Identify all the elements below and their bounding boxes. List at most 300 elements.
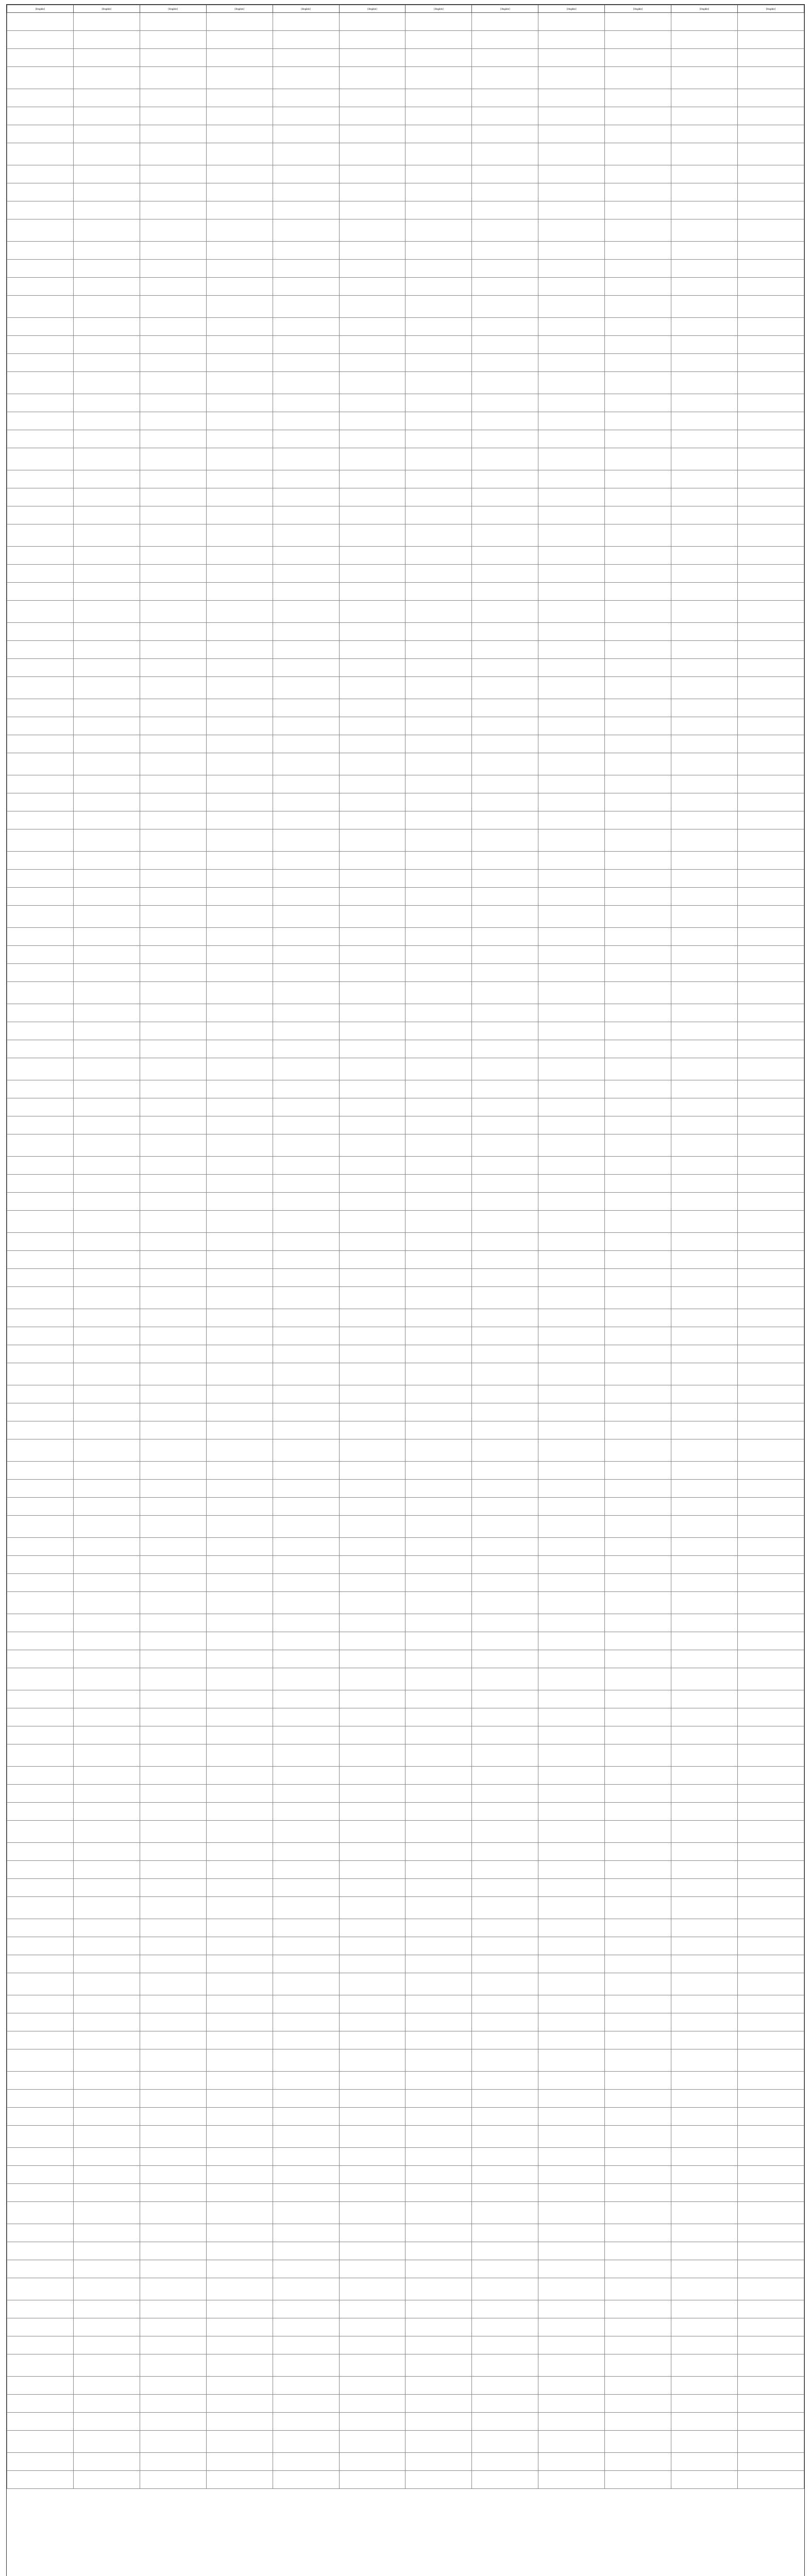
- table-cell: [273, 1973, 339, 1995]
- table-cell: [73, 1614, 140, 1632]
- table-cell: [140, 1116, 206, 1134]
- table-cell: [538, 717, 605, 735]
- table-cell: [538, 1462, 605, 1480]
- table-cell: [206, 1843, 273, 1861]
- table-cell: [140, 2090, 206, 2108]
- table-cell: [7, 2126, 74, 2148]
- table-cell: [406, 318, 472, 336]
- table-row: [7, 336, 804, 354]
- table-cell: [7, 1193, 74, 1211]
- table-cell: [339, 89, 406, 107]
- table-cell: [273, 89, 339, 107]
- table-cell: [339, 219, 406, 242]
- table-cell: [7, 296, 74, 318]
- table-cell: [140, 2049, 206, 2072]
- table-cell: [472, 1690, 538, 1708]
- table-cell: [605, 1821, 671, 1843]
- table-cell: [7, 1462, 74, 1480]
- table-row: [7, 1134, 804, 1157]
- table-cell: [671, 1592, 738, 1614]
- table-cell: [73, 2108, 140, 2126]
- table-cell: [538, 1897, 605, 1919]
- table-cell: [538, 928, 605, 946]
- table-row: [7, 2453, 804, 2471]
- table-cell: [605, 811, 671, 829]
- table-cell: [73, 641, 140, 659]
- table-cell: [472, 852, 538, 870]
- table-cell: [206, 1439, 273, 1462]
- table-row: [7, 753, 804, 775]
- table-cell: [737, 260, 804, 278]
- table-cell: [206, 1650, 273, 1668]
- table-cell: [273, 2377, 339, 2395]
- table-cell: [73, 31, 140, 49]
- table-cell: [73, 13, 140, 31]
- table-cell: [339, 1022, 406, 1040]
- table-cell: [140, 946, 206, 964]
- table-cell: [472, 1116, 538, 1134]
- table-cell: [737, 1538, 804, 1556]
- table-cell: [737, 601, 804, 623]
- table-cell: [605, 1345, 671, 1363]
- table-cell: [406, 412, 472, 430]
- table-cell: [538, 1116, 605, 1134]
- table-row: [7, 1955, 804, 1973]
- table-cell: [73, 2377, 140, 2395]
- table-cell: [406, 2318, 472, 2336]
- table-cell: [671, 1363, 738, 1385]
- table-row: [7, 1919, 804, 1937]
- table-cell: [472, 125, 538, 143]
- table-cell: [206, 1897, 273, 1919]
- table-cell: [339, 1690, 406, 1708]
- table-cell: [538, 829, 605, 852]
- table-cell: [206, 1022, 273, 1040]
- table-cell: [339, 2166, 406, 2184]
- table-cell: [472, 2453, 538, 2471]
- table-cell: [538, 67, 605, 89]
- table-cell: [671, 2431, 738, 2453]
- table-cell: [406, 946, 472, 964]
- table-cell: [206, 13, 273, 31]
- table-cell: [737, 1937, 804, 1955]
- table-cell: [7, 946, 74, 964]
- table-cell: [7, 183, 74, 201]
- table-cell: [671, 699, 738, 717]
- table-cell: [339, 659, 406, 677]
- table-cell: [273, 699, 339, 717]
- table-cell: [737, 1022, 804, 1040]
- table-cell: [206, 1363, 273, 1385]
- table-cell: [671, 2049, 738, 2072]
- table-cell: [737, 1462, 804, 1480]
- table-cell: [7, 278, 74, 296]
- table-cell: [737, 1973, 804, 1995]
- table-row: [7, 2431, 804, 2453]
- table-cell: [73, 1668, 140, 1690]
- table-cell: [339, 2126, 406, 2148]
- table-cell: [406, 524, 472, 547]
- table-cell: [737, 1193, 804, 1211]
- table-cell: [406, 1193, 472, 1211]
- table-cell: [737, 2013, 804, 2031]
- table-cell: [7, 623, 74, 641]
- table-cell: [406, 1287, 472, 1309]
- table-row: [7, 1516, 804, 1538]
- table-cell: [671, 2278, 738, 2300]
- table-cell: [206, 260, 273, 278]
- table-cell: [406, 125, 472, 143]
- table-cell: [273, 2224, 339, 2242]
- table-cell: [472, 372, 538, 394]
- table-cell: [140, 811, 206, 829]
- table-cell: [472, 31, 538, 49]
- table-cell: [273, 524, 339, 547]
- table-cell: [406, 165, 472, 183]
- table-cell: [339, 2354, 406, 2377]
- table-cell: [737, 1556, 804, 1574]
- table-cell: [339, 1803, 406, 1821]
- table-cell: [73, 1973, 140, 1995]
- table-cell: [472, 412, 538, 430]
- table-cell: [206, 1080, 273, 1098]
- table-cell: [339, 1421, 406, 1439]
- table-cell: [406, 1785, 472, 1803]
- table-cell: [538, 1785, 605, 1803]
- table-cell: [140, 318, 206, 336]
- table-cell: [140, 583, 206, 601]
- table-cell: [273, 1708, 339, 1726]
- table-cell: [472, 1744, 538, 1767]
- table-cell: [472, 1861, 538, 1879]
- table-cell: [406, 1767, 472, 1785]
- table-cell: [206, 201, 273, 219]
- table-row: [7, 488, 804, 506]
- table-cell: [737, 13, 804, 31]
- table-cell: [605, 1785, 671, 1803]
- table-cell: [737, 1134, 804, 1157]
- table-cell: [273, 753, 339, 775]
- table-cell: [671, 260, 738, 278]
- table-cell: [538, 1363, 605, 1385]
- table-cell: [339, 641, 406, 659]
- table-cell: [73, 448, 140, 470]
- table-cell: [273, 125, 339, 143]
- table-cell: [538, 1193, 605, 1211]
- table-cell: [7, 1345, 74, 1363]
- table-cell: [671, 1327, 738, 1345]
- table-cell: [7, 1040, 74, 1058]
- table-cell: [605, 2072, 671, 2090]
- table-cell: [206, 1708, 273, 1726]
- table-cell: [140, 735, 206, 753]
- table-cell: [206, 2354, 273, 2377]
- table-cell: [273, 2431, 339, 2453]
- table-cell: [7, 1897, 74, 1919]
- table-row: [7, 601, 804, 623]
- table-cell: [671, 906, 738, 928]
- table-cell: [339, 583, 406, 601]
- table-cell: [605, 964, 671, 982]
- table-row: [7, 2413, 804, 2431]
- table-cell: [406, 2031, 472, 2049]
- table-cell: [339, 1403, 406, 1421]
- table-cell: [605, 318, 671, 336]
- table-cell: [737, 1157, 804, 1175]
- table-cell: [140, 13, 206, 31]
- table-cell: [339, 2242, 406, 2260]
- table-cell: [737, 1327, 804, 1345]
- table-cell: [538, 1385, 605, 1403]
- table-cell: [273, 49, 339, 67]
- table-cell: [671, 448, 738, 470]
- table-cell: [140, 260, 206, 278]
- table-cell: [472, 1363, 538, 1385]
- table-cell: [140, 1251, 206, 1269]
- table-cell: [538, 1861, 605, 1879]
- table-cell: [339, 1955, 406, 1973]
- table-cell: [273, 2413, 339, 2431]
- table-cell: [472, 1803, 538, 1821]
- table-cell: [472, 1574, 538, 1592]
- table-cell: [273, 1345, 339, 1363]
- table-cell: [406, 2471, 472, 2489]
- table-cell: [206, 699, 273, 717]
- table-cell: [671, 1821, 738, 1843]
- table-cell: [273, 1403, 339, 1421]
- table-cell: [538, 1134, 605, 1157]
- table-cell: [671, 601, 738, 623]
- table-cell: [73, 699, 140, 717]
- table-cell: [273, 430, 339, 448]
- table-cell: [671, 1668, 738, 1690]
- table-cell: [472, 2126, 538, 2148]
- table-cell: [737, 49, 804, 67]
- table-cell: [73, 735, 140, 753]
- table-cell: [737, 717, 804, 735]
- table-cell: [273, 1211, 339, 1233]
- table-cell: [472, 506, 538, 524]
- table-cell: [737, 1955, 804, 1973]
- table-cell: [140, 775, 206, 793]
- table-cell: [605, 2453, 671, 2471]
- table-row: [7, 89, 804, 107]
- table-row: [7, 2260, 804, 2278]
- table-cell: [538, 107, 605, 125]
- table-row: [7, 906, 804, 928]
- table-cell: [7, 2413, 74, 2431]
- table-cell: [73, 1821, 140, 1843]
- table-cell: [406, 1116, 472, 1134]
- table-cell: [339, 201, 406, 219]
- table-cell: [206, 2090, 273, 2108]
- table-cell: [73, 2431, 140, 2453]
- table-cell: [273, 1193, 339, 1211]
- table-cell: [140, 1650, 206, 1668]
- table-cell: [73, 1650, 140, 1668]
- table-cell: [538, 659, 605, 677]
- table-cell: [671, 1744, 738, 1767]
- table-cell: [472, 2395, 538, 2413]
- table-cell: [339, 488, 406, 506]
- table-cell: [140, 448, 206, 470]
- table-row: [7, 1345, 804, 1363]
- table-cell: [273, 278, 339, 296]
- table-cell: [140, 1973, 206, 1995]
- table-cell: [538, 2242, 605, 2260]
- table-cell: [339, 1614, 406, 1632]
- table-cell: [605, 67, 671, 89]
- table-cell: [339, 2318, 406, 2336]
- table-cell: [73, 412, 140, 430]
- table-cell: [273, 1995, 339, 2013]
- table-cell: [538, 1516, 605, 1538]
- table-cell: [538, 524, 605, 547]
- table-cell: [605, 2431, 671, 2453]
- table-cell: [273, 1937, 339, 1955]
- table-cell: [406, 870, 472, 888]
- table-cell: [737, 1726, 804, 1744]
- table-cell: [538, 1498, 605, 1516]
- table-cell: [737, 372, 804, 394]
- table-cell: [73, 49, 140, 67]
- table-cell: [7, 2431, 74, 2453]
- table-cell: [140, 623, 206, 641]
- table-cell: [273, 870, 339, 888]
- table-cell: [73, 888, 140, 906]
- table-cell: [206, 1040, 273, 1058]
- table-row: [7, 430, 804, 448]
- table-cell: [406, 2148, 472, 2166]
- table-cell: [73, 1309, 140, 1327]
- table-cell: [273, 1650, 339, 1668]
- table-row: [7, 318, 804, 336]
- table-cell: [140, 964, 206, 982]
- table-cell: [140, 1708, 206, 1726]
- table-cell: [538, 1973, 605, 1995]
- table-cell: [737, 1363, 804, 1385]
- table-cell: [671, 982, 738, 1004]
- table-cell: [7, 982, 74, 1004]
- table-cell: [7, 2336, 74, 2354]
- table-cell: [472, 1251, 538, 1269]
- table-cell: [737, 906, 804, 928]
- table-cell: [538, 1843, 605, 1861]
- table-cell: [538, 2049, 605, 2072]
- table-cell: [406, 1175, 472, 1193]
- table-cell: [671, 2072, 738, 2090]
- table-cell: [206, 775, 273, 793]
- table-cell: [206, 641, 273, 659]
- table-cell: [671, 125, 738, 143]
- table-cell: [339, 1879, 406, 1897]
- table-cell: [339, 183, 406, 201]
- table-cell: [472, 394, 538, 412]
- table-cell: [339, 430, 406, 448]
- table-cell: [472, 1403, 538, 1421]
- table-cell: [671, 583, 738, 601]
- table-row: [7, 1614, 804, 1632]
- table-cell: [472, 2377, 538, 2395]
- table-cell: [7, 13, 74, 31]
- table-cell: [273, 1592, 339, 1614]
- table-cell: [671, 1897, 738, 1919]
- table-cell: [737, 2453, 804, 2471]
- table-cell: [140, 1058, 206, 1080]
- table-cell: [73, 318, 140, 336]
- table-cell: [73, 2242, 140, 2260]
- table-cell: [206, 242, 273, 260]
- table-cell: [671, 165, 738, 183]
- table-cell: [538, 1574, 605, 1592]
- table-cell: [605, 1803, 671, 1821]
- table-cell: [538, 2300, 605, 2318]
- table-cell: [206, 753, 273, 775]
- table-cell: [538, 1251, 605, 1269]
- table-row: [7, 1040, 804, 1058]
- table-cell: [273, 67, 339, 89]
- table-cell: [671, 336, 738, 354]
- table-cell: [605, 2260, 671, 2278]
- table-cell: [73, 1233, 140, 1251]
- table-cell: [406, 659, 472, 677]
- table-cell: [73, 2202, 140, 2224]
- table-cell: [472, 1821, 538, 1843]
- table-cell: [538, 1480, 605, 1498]
- table-cell: [206, 2049, 273, 2072]
- table-cell: [140, 1004, 206, 1022]
- table-cell: [140, 1690, 206, 1708]
- table-row: [7, 717, 804, 735]
- table-cell: [671, 2013, 738, 2031]
- table-cell: [339, 470, 406, 488]
- table-cell: [538, 2090, 605, 2108]
- table-cell: [605, 1726, 671, 1744]
- table-cell: [7, 906, 74, 928]
- table-row: [7, 1861, 804, 1879]
- table-cell: [671, 1385, 738, 1403]
- table-cell: [406, 2453, 472, 2471]
- table-row: [7, 1157, 804, 1175]
- table-cell: [671, 2166, 738, 2184]
- table-cell: [140, 1345, 206, 1363]
- table-cell: [273, 1556, 339, 1574]
- table-cell: [273, 1385, 339, 1403]
- table-cell: [140, 1080, 206, 1098]
- table-cell: [140, 1538, 206, 1556]
- table-cell: [671, 2090, 738, 2108]
- table-cell: [339, 1462, 406, 1480]
- table-cell: [140, 1421, 206, 1439]
- table-cell: [7, 488, 74, 506]
- table-cell: [472, 2202, 538, 2224]
- table-cell: [140, 641, 206, 659]
- table-cell: [206, 2126, 273, 2148]
- table-cell: [671, 1955, 738, 1973]
- table-cell: [538, 412, 605, 430]
- table-cell: [406, 1538, 472, 1556]
- table-cell: [73, 2090, 140, 2108]
- table-cell: [538, 1919, 605, 1937]
- table-cell: [605, 2108, 671, 2126]
- table-cell: [73, 430, 140, 448]
- table-cell: [737, 1287, 804, 1309]
- table-cell: [273, 735, 339, 753]
- table-cell: [206, 1462, 273, 1480]
- table-row: [7, 1480, 804, 1498]
- table-cell: [472, 677, 538, 699]
- table-cell: [273, 2395, 339, 2413]
